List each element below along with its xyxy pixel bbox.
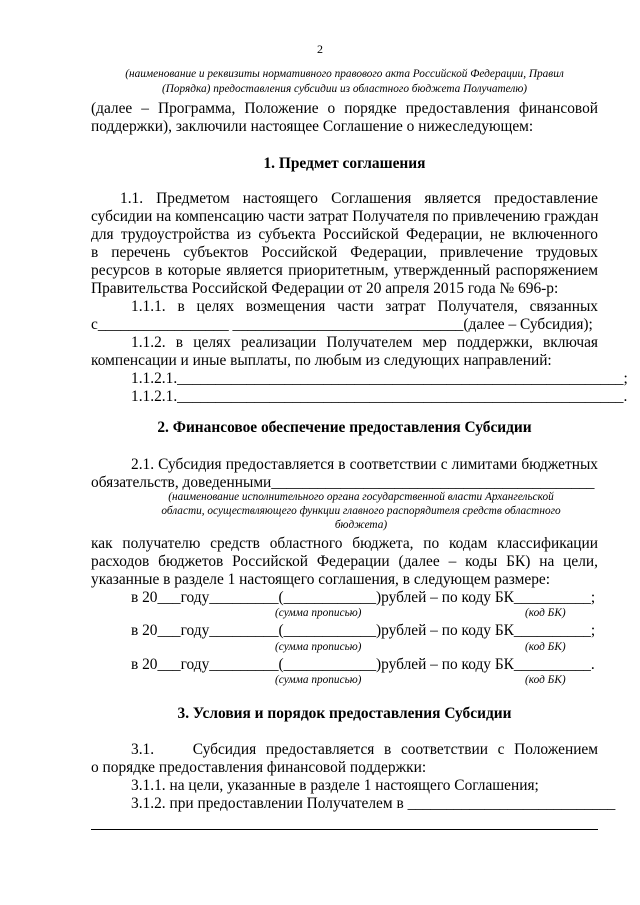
s2-note-line3: бюджета) bbox=[334, 519, 388, 531]
s1-p1-line2: субсидии на компенсацию части затрат Получателя по привлечению граждан bbox=[91, 208, 599, 225]
s2-p2-line2: расходов бюджетов Российской Федерации (далее – коды БК) на цели, bbox=[91, 553, 598, 570]
s1-item-1: 1.1.2.1.__________________________________________________________; bbox=[131, 370, 628, 387]
s2-row-2-sum-label: (сумма прописью) bbox=[275, 641, 362, 653]
s2-row-2-code-label: (код БК) bbox=[525, 641, 566, 653]
s3-p1-line1: 3.1. Субсидия предоставляется в соответствии с Положением bbox=[131, 741, 598, 758]
header-note-line1: (наименование и реквизиты нормативного правового акта Российской Федерации, Правил bbox=[125, 68, 564, 80]
s1-111-line1: 1.1.1. в целях возмещения части затрат Получателя, связанных bbox=[131, 298, 598, 315]
section2-heading: 2. Финансовое обеспечение предоставления Субсидии bbox=[157, 419, 532, 436]
s1-p1-line3: для трудоустройства из субъекта Российской Федерации, не включенного bbox=[91, 226, 598, 243]
s2-row-3-code-label: (код БК) bbox=[525, 674, 566, 686]
s2-row-3: в 20___году_________(____________)рублей – по коду БК__________. bbox=[131, 656, 595, 673]
s2-row-2: в 20___году_________(____________)рублей – по коду БК__________; bbox=[131, 622, 596, 639]
s1-112-line1: 1.1.2. в целях реализации Получателем мер поддержки, включая bbox=[131, 334, 598, 351]
section3-heading: 3. Условия и порядок предоставления Субсидии bbox=[177, 705, 512, 722]
s2-p1-line1: 2.1. Субсидия предоставляется в соответствии с лимитами бюджетных bbox=[131, 456, 598, 473]
s2-p2-line3: указанные в разделе 1 настоящего соглашения, в следующем размере: bbox=[91, 571, 551, 588]
continuation-line bbox=[91, 829, 598, 830]
s2-row-1-code-label: (код БК) bbox=[525, 607, 566, 619]
intro-line1: (далее – Программа, Положение о порядке предоставления финансовой bbox=[91, 100, 598, 117]
s2-note-line1: (наименование исполнительного органа государственной власти Архангельской bbox=[168, 491, 554, 503]
s1-item-2: 1.1.2.1.__________________________________________________________. bbox=[131, 388, 628, 405]
s3-312: 3.1.2. при предоставлении Получателем в ___________________________ bbox=[131, 795, 616, 812]
s1-p1-line1: 1.1. Предметом настоящего Соглашения является предоставление bbox=[120, 190, 598, 207]
section1-heading: 1. Предмет соглашения bbox=[263, 155, 426, 172]
s2-row-1: в 20___году_________(____________)рублей – по коду БК__________; bbox=[131, 589, 596, 606]
s2-row-3-sum-label: (сумма прописью) bbox=[275, 674, 362, 686]
s1-111-line2: с_________________ ______________________________(далее – Субсидия); bbox=[91, 316, 593, 333]
s2-note-line2: области, осуществляющего функции главного распорядителя средств областного bbox=[161, 505, 561, 517]
s1-p1-line5: ресурсов в которые является приоритетным, утвержденный распоряжением bbox=[91, 262, 598, 279]
s2-p2-line1: как получателю средств областного бюджета, по кодам классификации bbox=[91, 535, 598, 552]
header-note-line2: (Порядка) предоставления субсидии из областного бюджета Получателю) bbox=[161, 83, 528, 95]
s3-p1-line2: о порядке предоставления финансовой поддержки: bbox=[91, 759, 427, 776]
s2-p1-line2: обязательств, доведенными__________________________________________ bbox=[91, 474, 595, 491]
s1-p1-line4: в перечень субъектов Российской Федерации, привлечение трудовых bbox=[91, 244, 598, 261]
s1-112-line2: компенсации и иные выплаты, по любым из следующих направлений: bbox=[91, 352, 552, 369]
s3-311: 3.1.1. на цели, указанные в разделе 1 настоящего Соглашения; bbox=[131, 777, 539, 794]
page-number: 2 bbox=[317, 42, 323, 56]
s1-p1-line6: Правительства Российской Федерации от 20 апреля 2015 года № 696-р: bbox=[91, 280, 559, 297]
s2-row-1-sum-label: (сумма прописью) bbox=[275, 607, 362, 619]
intro-line2: поддержки), заключили настоящее Соглашение о нижеследующем: bbox=[91, 118, 534, 135]
